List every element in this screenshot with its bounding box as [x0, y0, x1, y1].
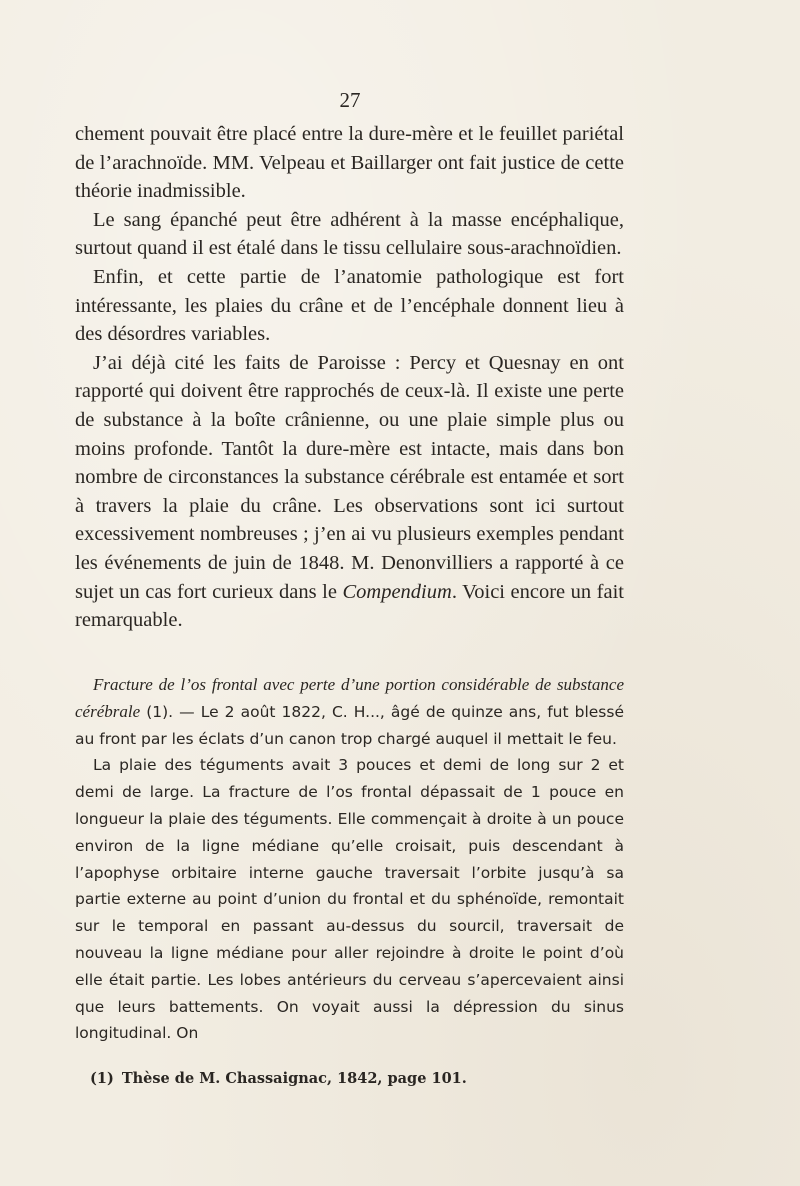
footnote-number: (1) — [90, 1070, 114, 1087]
observation-description: La plaie des téguments avait 3 pouces et demi de long sur 2 et demi de large. La fracture de l’os frontal dépassait de 1 pouce en longueur la plaie des téguments. Elle commençait à droite à un pouce environ de la ligne médiane qu’elle croisait, puis descendant à l’apophyse orbitaire interne gauche traversait l’orbite jusqu’à sa partie externe au point d’union du frontal et du sphénoïde, remontait sur le temporal en passant au-dessus du sourcil, traversait de nouveau la ligne médiane pour aller rejoindre à droite le point d’où elle était partie. Les lobes antérieurs du cerveau s’apercevaient ainsi que leurs battements. On voyait aussi la dépression du sinus longitudinal. On — [75, 756, 624, 1043]
footnote-text: Thèse de M. Chassaignac, 1842, page 101. — [121, 1070, 467, 1087]
observation-intro-text: — Le 2 août 1822, C. H..., âgé de quinze ans, fut blessé au front par les éclats d’un canon trop chargé auquel il mettait le feu. — [75, 702, 624, 748]
observation-intro — [75, 672, 624, 752]
page-number: 27 — [339, 88, 361, 112]
compendium-title: Compendium — [342, 580, 452, 603]
observation-block — [75, 672, 624, 1047]
paragraph-cases — [75, 349, 624, 635]
footnote — [90, 1068, 624, 1090]
paragraph-adherent-blood: Le sang épanché peut être adhérent à la masse encéphalique, surtout quand il est étalé dans le tissu cellulaire sous-arachnoïdien. — [75, 208, 624, 260]
paragraph-skull-wounds: Enfin, et cette partie de l’anatomie pathologique est fort intéressante, les plaies du crâne et de l’encéphale donnent lieu à des désordres variables. — [75, 265, 624, 346]
paragraph-cases-start: J’ai déjà cité les faits de Paroisse : Percy et Quesnay en ont rapporté qui doivent être rapprochés de ceux-là. Il existe une perte de substance à la boîte crânienne, ou une plaie simple plus ou moins profonde. Tantôt la dure-mère est intacte, mais dans bon nombre de circonstances la substance cérébrale est entamée et sort à travers la plaie du crâne. Les observations sont ici surtout excessivement nombreuses ; j’en ai vu plusieurs exemples pendant les événements de juin de 1848. M. Denonvilliers a rapporté à ce sujet un cas fort curieux dans le — [75, 351, 624, 603]
paragraph-continuation: chement pouvait être placé entre la dure-mère et le feuillet pariétal de l’arachnoïde. MM. Velpeau et Baillarger ont fait justice de cette théorie inadmissible. — [75, 123, 624, 203]
paragraph-cases-end: . Voici encore un fait remarquable. — [75, 580, 624, 632]
main-text — [75, 120, 624, 635]
footnote-reference: (1). — [146, 702, 174, 721]
observation-title: Fracture de l’os frontal avec perte d’une portion considérable de substance cérébrale — [75, 675, 624, 721]
